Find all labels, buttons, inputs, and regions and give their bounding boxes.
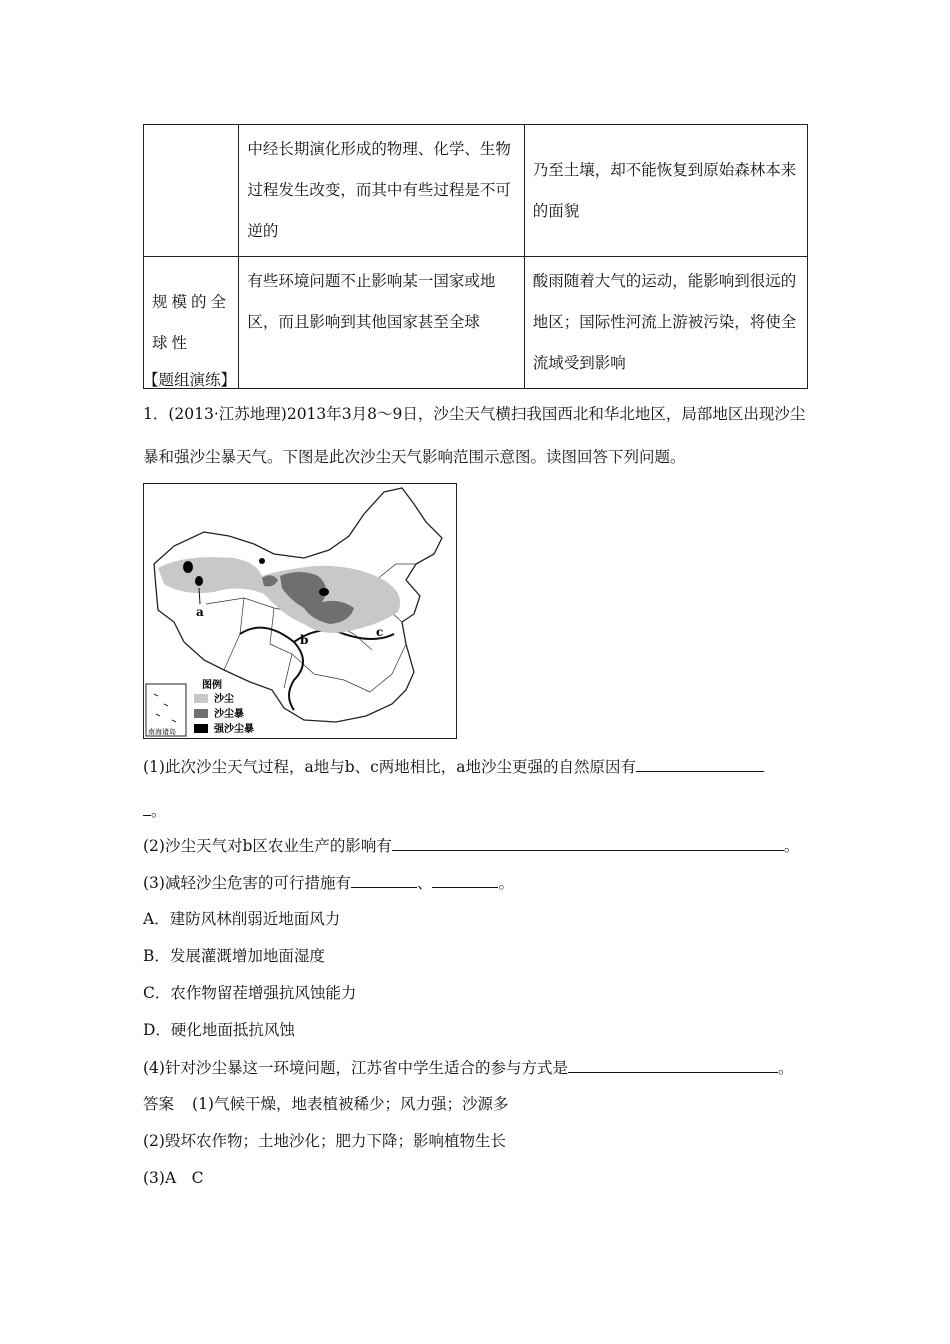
legend-label-strong: 强沙尘暴: [214, 724, 254, 735]
question-4: [143, 1057, 793, 1078]
option-b: B．发展灌溉增加地面湿度: [143, 947, 325, 965]
table-cell: [144, 125, 239, 257]
inset-label: 南海诸岛: [148, 728, 176, 736]
question-2-text: (2)沙尘天气对b区农业生产的影响有: [143, 837, 392, 855]
table-cell: 乃至土壤，却不能恢复到原始森林本来的面貌: [524, 125, 807, 257]
answer-blank: [432, 872, 498, 888]
punctuation: 。: [151, 802, 167, 820]
punctuation: 。: [498, 874, 514, 892]
map-label-c: c: [376, 625, 384, 639]
dust-zone: [158, 557, 400, 633]
answer-text: (1)气候干燥，地表植被稀少；风力强；沙源多: [192, 1095, 509, 1113]
strong-storm-area: [195, 576, 203, 586]
question-2: [143, 835, 799, 856]
punctuation: 。: [783, 837, 800, 855]
answer-label: 答案: [143, 1095, 175, 1113]
strong-storm-area: [183, 561, 193, 573]
table-cell: 有些环境问题不止影响某一国家或地区，而且影响到其他国家甚至全球: [239, 257, 524, 389]
punctuation: 、: [416, 874, 433, 892]
table-row: [144, 257, 808, 389]
option-c: C．农作物留茬增强抗风蚀能力: [143, 984, 357, 1002]
question-1-text: (1)此次沙尘天气过程，a地与b、c两地相比，a地沙尘更强的自然原因有: [143, 758, 637, 776]
question-1-continuation: [143, 800, 167, 821]
question-3-text: (3)减轻沙尘危害的可行措施有: [143, 874, 351, 892]
legend-label-dust: 沙尘: [214, 694, 234, 705]
table-row: [144, 125, 808, 257]
legend-swatch-dust: [194, 694, 208, 703]
option-a: A．建防风林削弱近地面风力: [143, 910, 341, 928]
answer-3: (3)A C: [143, 1169, 204, 1187]
map-label-a: a: [196, 605, 204, 619]
answer-blank: [636, 756, 764, 772]
legend-title: 图例: [202, 680, 222, 691]
legend-swatch-storm: [194, 709, 208, 718]
punctuation: 。: [777, 1059, 794, 1077]
comparison-table: [143, 124, 808, 389]
answer-blank: [392, 835, 784, 851]
answer-1: [143, 1094, 508, 1114]
map-label-b: b: [300, 633, 309, 647]
strong-storm-area: [319, 588, 329, 596]
answer-blank: [351, 872, 417, 888]
answer-2: (2)毁坏农作物；土地沙化；肥力下降；影响植物生长: [143, 1132, 506, 1150]
question-1: [143, 756, 764, 777]
dust-map: [144, 484, 456, 738]
answer-blank: [143, 800, 151, 816]
option-d: D．硬化地面抵抗风蚀: [143, 1021, 295, 1039]
answer-blank: [568, 1057, 778, 1073]
question-intro: 1．(2013·江苏地理)2013年3月8～9日，沙尘天气横扫我国西北和华北地区，局部地区出现沙尘暴和强沙尘暴天气。下图是此次沙尘天气影响范围示意图。读图回答下列问题。: [143, 405, 806, 466]
dust-map-figure: [143, 483, 457, 739]
table-cell: 中经长期演化形成的物理、化学、生物过程发生改变，而其中有些过程是不可逆的: [239, 125, 524, 257]
river-lines: [240, 628, 394, 710]
strong-storm-area: [259, 558, 265, 564]
question-4-text: (4)针对沙尘暴这一环境问题，江苏省中学生适合的参与方式是: [143, 1059, 568, 1077]
table-cell: 酸雨随着大气的运动，能影响到很远的地区；国际性河流上游被污染，将使全流域受到影响: [524, 257, 807, 389]
question-3: [143, 872, 514, 893]
section-title: 【题组演练】: [143, 371, 237, 389]
legend-label-storm: 沙尘暴: [214, 709, 244, 720]
table-cell-heading: 规模的全球性: [144, 257, 239, 389]
legend-swatch-strong: [194, 724, 208, 733]
